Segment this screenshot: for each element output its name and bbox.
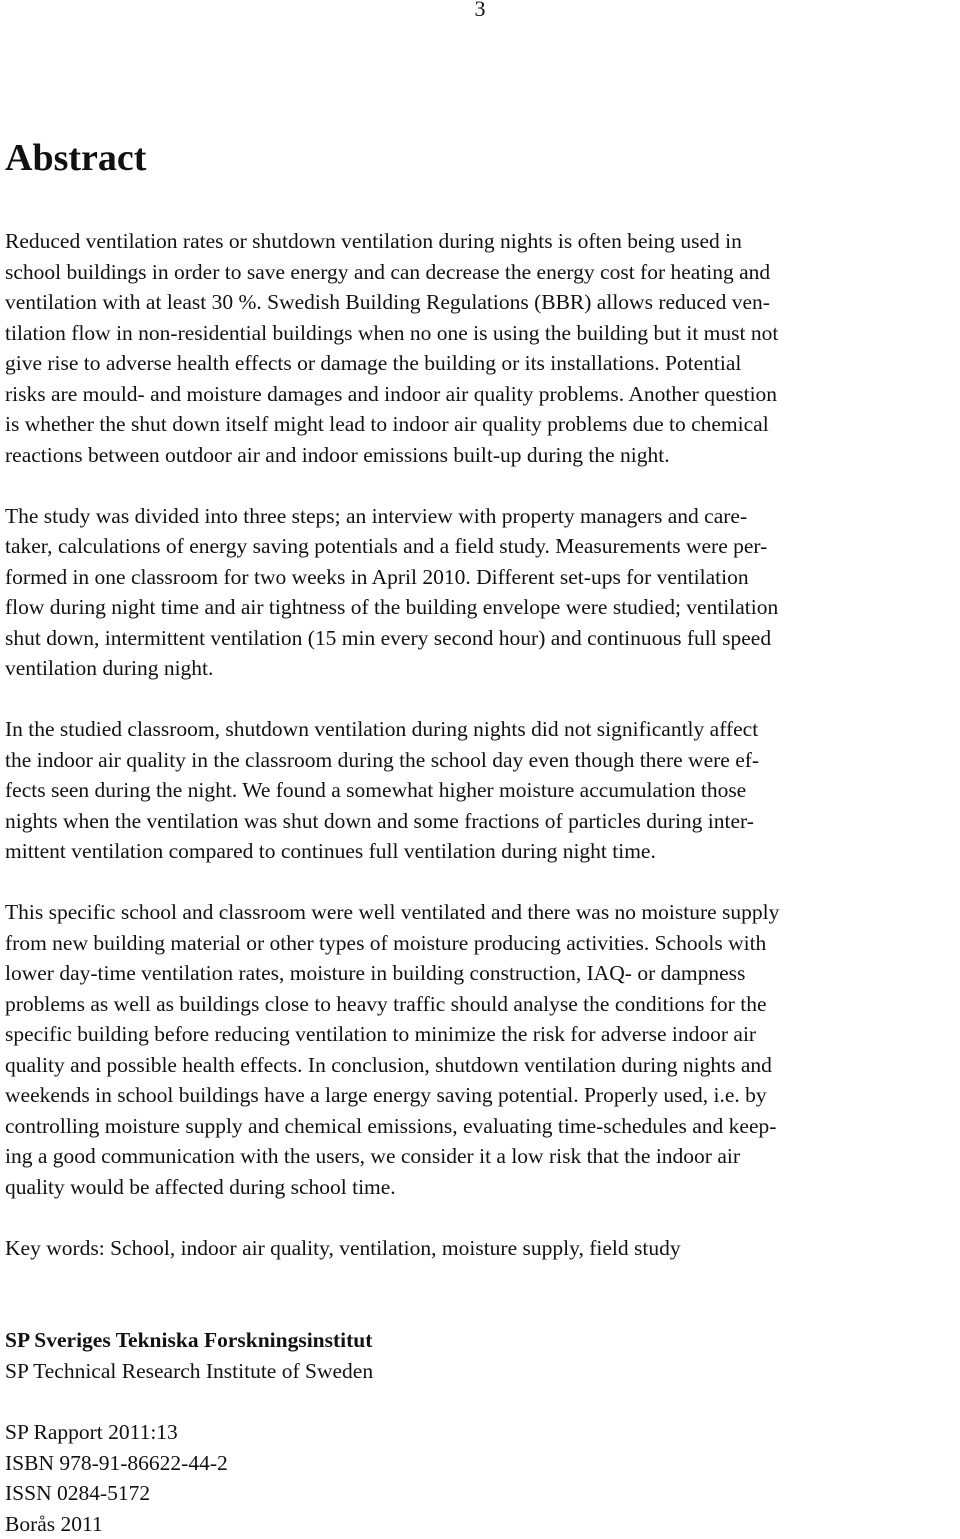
text-line: In the studied classroom, shutdown ventilation during nights did not significantly affect — [5, 714, 960, 745]
text-line: fects seen during the night. We found a somewhat higher moisture accumulation those — [5, 775, 960, 806]
text-line: reactions between outdoor air and indoor emissions built-up during the night. — [5, 440, 960, 471]
text-line: This specific school and classroom were well ventilated and there was no moisture supply — [5, 897, 960, 928]
organization-block — [5, 1325, 960, 1386]
abstract-paragraph-4 — [5, 897, 960, 1202]
abstract-paragraph-2 — [5, 501, 960, 684]
report-issn: ISSN 0284-5172 — [5, 1478, 960, 1509]
report-series: SP Rapport 2011:13 — [5, 1417, 960, 1448]
text-line: quality and possible health effects. In conclusion, shutdown ventilation during nights and — [5, 1050, 960, 1081]
text-line: risks are mould- and moisture damages and indoor air quality problems. Another question — [5, 379, 960, 410]
text-line: problems as well as buildings close to heavy traffic should analyse the conditions for the — [5, 989, 960, 1020]
text-line: lower day-time ventilation rates, moisture in building construction, IAQ- or dampness — [5, 958, 960, 989]
report-place-year: Borås 2011 — [5, 1509, 960, 1539]
report-isbn: ISBN 978-91-86622-44-2 — [5, 1448, 960, 1479]
page-number: 3 — [0, 0, 960, 24]
text-line: give rise to adverse health effects or damage the building or its installations. Potential — [5, 348, 960, 379]
text-line: ing a good communication with the users, we consider it a low risk that the indoor air — [5, 1141, 960, 1172]
keywords: Key words: School, indoor air quality, ventilation, moisture supply, field study — [5, 1233, 960, 1264]
text-line: nights when the ventilation was shut down and some fractions of particles during inter- — [5, 806, 960, 837]
text-line: flow during night time and air tightness of the building envelope were studied; ventilation — [5, 592, 960, 623]
text-line: is whether the shut down itself might lead to indoor air quality problems due to chemical — [5, 409, 960, 440]
text-line: the indoor air quality in the classroom during the school day even though there were ef- — [5, 745, 960, 776]
text-line: tilation flow in non-residential buildings when no one is using the building but it must not — [5, 318, 960, 349]
document-body — [5, 130, 960, 1539]
organization-name-english: SP Technical Research Institute of Sweden — [5, 1356, 960, 1387]
text-line: The study was divided into three steps; an interview with property managers and care- — [5, 501, 960, 532]
text-line: specific building before reducing ventilation to minimize the risk for adverse indoor air — [5, 1019, 960, 1050]
text-line: Reduced ventilation rates or shutdown ventilation during nights is often being used in — [5, 226, 960, 257]
text-line: mittent ventilation compared to continues full ventilation during night time. — [5, 836, 960, 867]
text-line: weekends in school buildings have a large energy saving potential. Properly used, i.e. by — [5, 1080, 960, 1111]
text-line: from new building material or other types of moisture producing activities. Schools with — [5, 928, 960, 959]
abstract-paragraph-3 — [5, 714, 960, 867]
text-line: controlling moisture supply and chemical emissions, evaluating time-schedules and keep- — [5, 1111, 960, 1142]
abstract-heading: Abstract — [5, 130, 960, 186]
text-line: formed in one classroom for two weeks in April 2010. Different set-ups for ventilation — [5, 562, 960, 593]
text-line: taker, calculations of energy saving potentials and a field study. Measurements were per- — [5, 531, 960, 562]
text-line: ventilation with at least 30 %. Swedish Building Regulations (BBR) allows reduced ven- — [5, 287, 960, 318]
abstract-paragraph-1 — [5, 226, 960, 470]
text-line: ventilation during night. — [5, 653, 960, 684]
text-line: school buildings in order to save energy and can decrease the energy cost for heating and — [5, 257, 960, 288]
text-line: shut down, intermittent ventilation (15 min every second hour) and continuous full speed — [5, 623, 960, 654]
organization-name-swedish: SP Sveriges Tekniska Forskningsinstitut — [5, 1325, 960, 1356]
text-line: quality would be affected during school time. — [5, 1172, 960, 1203]
